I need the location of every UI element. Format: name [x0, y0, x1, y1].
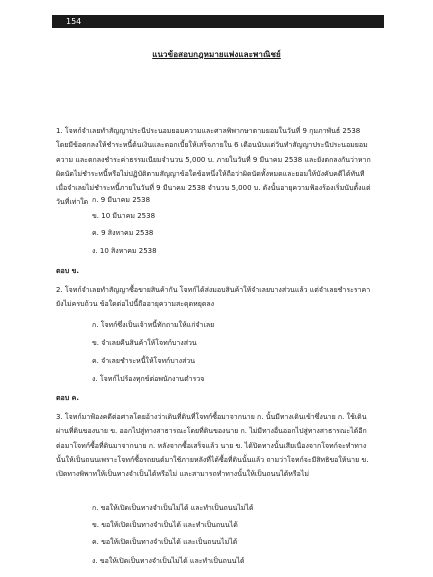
question-2-option-a: ก. โจทก์ซึ่งเป็นเจ้าหนี้ทักถามให้แก่จำเลย: [92, 321, 215, 329]
question-2-answer: ตอบ ค.: [56, 394, 79, 402]
question-2-option-c: ค. จำเลยชำระหนี้ให้โจทก์บางส่วน: [92, 357, 196, 365]
question-3-line: ต่อมาโจทก์ซื้อที่ดินมาจากนาย ก. หลังจากซื้อเสร็จแล้ว นาย ข. ได้ปิดทางนั้นเสียเนื่องจากโจทก์จะทำทาง: [56, 441, 367, 450]
page-header-bar: [52, 15, 384, 28]
question-3-option-b: ข. ขอให้เปิดเป็นทางจำเป็นได้ และทำเป็นถนนได้: [92, 521, 238, 529]
page-number: 154: [66, 17, 82, 26]
question-2-option-b: ข. จำเลยคืนสินค้าให้โจทก์บางส่วน: [92, 339, 197, 347]
question-1-line: วันที่เท่าใด: [56, 198, 89, 207]
question-1-option-a: ก. 9 มีนาคม 2538: [92, 196, 151, 204]
question-1-line: โดยมีข้อตกลงให้ชำระหนี้ต้นเงินและดอกเบี้ยให้เสร็จภายใน 6 เดือนนับแต่วันทำสัญญาประนีประนอมยอม: [56, 141, 368, 150]
question-1-line: เมื่อจำเลยไม่ชำระหนี้ภายในวันที่ 9 มีนาคม 2538 จำนวน 5,000 บ. ดังนั้นอายุความฟ้องร้องเริ่มนับตั้งแต่: [56, 184, 371, 193]
question-3-line: เปิดทางพิพาทให้เป็นทางจำเป็นได้หรือไม่ และสามารถทำทางนั้นให้เป็นถนนได้หรือไม่: [56, 470, 310, 479]
question-1-line: ความ และตกลงชำระค่าธรรมเนียมจำนวน 5,000 บ. ภายในวันที่ 9 มีนาคม 2538 และยังตกลงกันว่าหาก: [56, 155, 371, 164]
question-1-line: ผิดนัดไม่ชำระหนี้หรือไม่ปฏิบัติตามสัญญาข้อใดข้อหนึ่งให้ถือว่าผิดนัดทั้งหมดและยอมให้บังคับคดีได้ทันที: [56, 169, 365, 178]
question-1-option-d: ง. 10 สิงหาคม 2538: [92, 247, 157, 255]
document-title: แนวข้อสอบกฎหมายแพ่งและพาณิชย์: [152, 50, 281, 59]
question-3-line: นั้นให้เป็นถนนเพราะโจทก์ซื้อรถยนต์มาใช้ภายหลังที่ได้ซื้อที่ดินนั้นแล้ว ถามว่าโจทก์จะมีสิทธิขอให้นาย ข.: [56, 455, 369, 464]
question-2-text: [56, 283, 378, 312]
question-3-option-c: ค. ขอให้เปิดเป็นทางจำเป็นได้ และเป็นถนนไม่ได้: [92, 538, 238, 546]
question-3-option-a: ก. ขอให้เปิดเป็นทางจำเป็นไม่ได้ และทำเป็นถนนไม่ได้: [92, 504, 254, 512]
question-3-text: [56, 410, 378, 481]
question-3-line: 3. โจทก์มาฟ้องคดีต่อศาลโดยอ้างว่าเดินที่ดินที่โจทก์ซื้อมาจากนาย ก. นั้นมีทางเดินเข้าซึ่งนาย ก. ใช้เดิน: [56, 413, 367, 421]
question-1-option-c: ค. 9 สิงหาคม 2538: [92, 229, 154, 237]
question-1-option-b: ข. 10 มีนาคม 2538: [92, 212, 156, 220]
question-1-line: 1. โจทก์จำเลยทำสัญญาประนีประนอมยอมความและศาลพิพากษาตามยอมในวันที่ 9 กุมภาพันธ์ 2538: [56, 127, 361, 135]
question-2-line: 2. โจทก์จำเลยทำสัญญาซื้อขายสินค้ากัน โจทก์ได้ส่งมอบสินค้าให้จำเลยบางส่วนแล้ว แต่จำเลยชำระราคา: [56, 286, 371, 294]
question-2-line: ยังไม่ครบถ้วน ข้อใดต่อไปนี้ถืออายุความสะดุดหยุดลง: [56, 300, 215, 309]
question-3-line: ผ่านที่ดินของนาย ข. ออกไปสู่ทางสาธารณะโดยที่ดินของนาย ก. ไม่มีทางอื่นออกไปสู่ทางสาธารณะได้อีก: [56, 427, 367, 436]
question-2-option-d: ง. โจทก์ไปร้องทุกข์ต่อพนักงานตำรวจ: [92, 375, 205, 383]
question-3-option-d: ง. ขอให้เปิดเป็นทางจำเป็นไม่ได้ และทำเป็นถนนได้: [92, 557, 245, 565]
question-1-answer: ตอบ ข.: [56, 267, 80, 275]
